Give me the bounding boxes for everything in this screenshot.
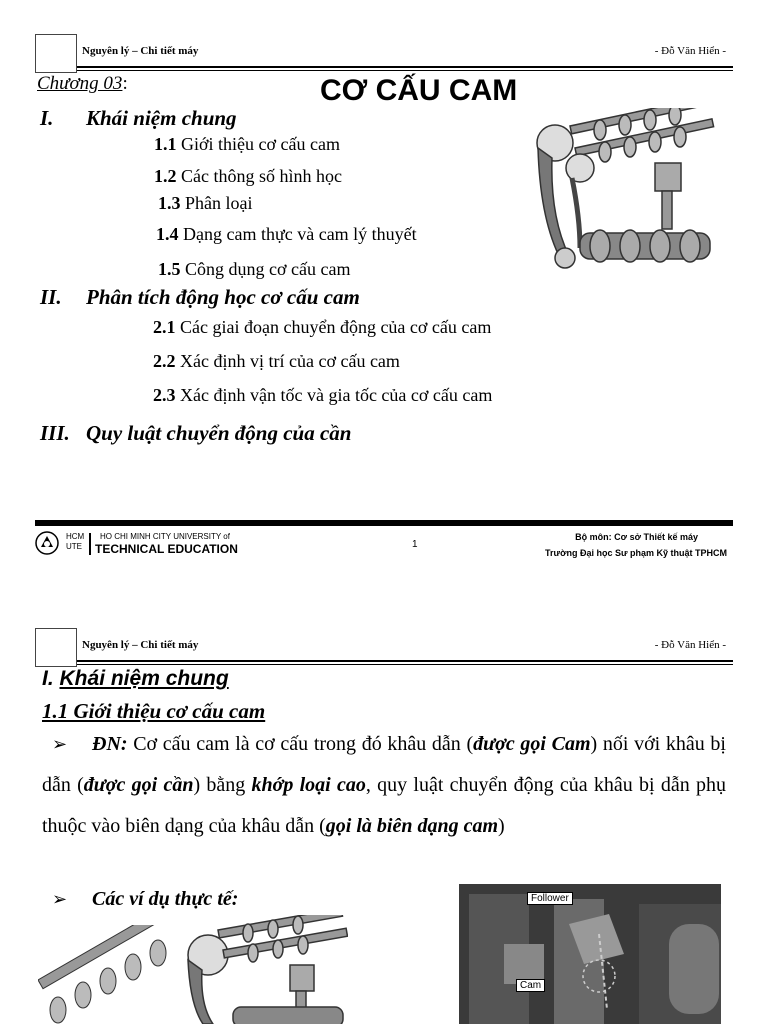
camshaft-photo [38, 925, 178, 1024]
item-2-3: 2.3 Xác định vận tốc và gia tốc của cơ cấu cam [153, 385, 493, 405]
university-name-line2: TECHNICAL EDUCATION [95, 542, 238, 556]
cam-label: Cam [516, 979, 545, 992]
engine-camshaft-illustration [178, 915, 348, 1024]
item-1-3: 1.3 Phân loại [158, 193, 253, 213]
header-logo-box [35, 34, 77, 73]
header-rule-2 [77, 660, 733, 662]
item-1-1: 1.1 Giới thiệu cơ cấu cam [154, 134, 340, 154]
chapter-label: Chương 03: [37, 73, 128, 94]
section-heading: I. Khái niệm chung [42, 667, 229, 690]
header-logo-box-2 [35, 628, 77, 667]
examples-bullet: ➢ Các ví dụ thực tế: [52, 888, 239, 910]
subsection-heading: 1.1 Giới thiệu cơ cấu cam [42, 699, 266, 723]
follower-cam-photo [459, 884, 721, 1024]
logo-text: HCM UTE [66, 532, 85, 551]
item-2-1: 2.1 Các giai đoạn chuyển động của cơ cấu cam [153, 317, 492, 337]
page-title: CƠ CẤU CAM [320, 74, 518, 107]
header-rule-thin [77, 70, 733, 71]
department-name: Bộ môn: Cơ sở Thiết kế máy [575, 532, 698, 542]
arrow-bullet-icon-2: ➢ [52, 889, 68, 909]
definition-paragraph: ➢ ĐN: Cơ cấu cam là cơ cấu trong đó khâu dẫn (được gọi Cam) nối với khâu bị dẫn (được gọi cần) bằng khớp loại cao, quy luật chuyển động của khâu bị dẫn phụ thuộc vào biên dạng của khâu dẫn (gọi là biên dạng cam) [42, 724, 726, 847]
section-3: III. Quy luật chuyển động của cần [40, 421, 352, 445]
arrow-bullet-icon: ➢ [52, 734, 68, 754]
school-name: Trường Đại học Sư phạm Kỹ thuật TPHCM [545, 548, 727, 558]
item-2-2: 2.2 Xác định vị trí của cơ cấu cam [153, 351, 400, 371]
follower-label: Follower [527, 892, 573, 905]
header-rule-thin-2 [77, 664, 733, 665]
header-course-2: Nguyên lý – Chi tiết máy [82, 639, 199, 651]
header-author: - Đỗ Văn Hiển - [654, 45, 726, 57]
footer-bar [35, 520, 733, 526]
page-number: 1 [412, 539, 418, 550]
header-author-2: - Đỗ Văn Hiển - [654, 639, 726, 651]
camshaft-engine-illustration [520, 108, 720, 278]
header-rule [77, 66, 733, 68]
university-logo-icon [35, 531, 59, 555]
section-2: II. Phân tích động học cơ cấu cam [40, 285, 360, 309]
section-1: I. Khái niệm chung [40, 106, 237, 130]
item-1-2: 1.2 Các thông số hình học [154, 166, 342, 186]
university-name-line1: HO CHI MINH CITY UNIVERSITY of [100, 532, 230, 541]
footer-divider [89, 533, 91, 555]
header-course: Nguyên lý – Chi tiết máy [82, 45, 199, 57]
item-1-4: 1.4 Dạng cam thực và cam lý thuyết [156, 224, 417, 244]
item-1-5: 1.5 Công dụng cơ cấu cam [158, 259, 351, 279]
